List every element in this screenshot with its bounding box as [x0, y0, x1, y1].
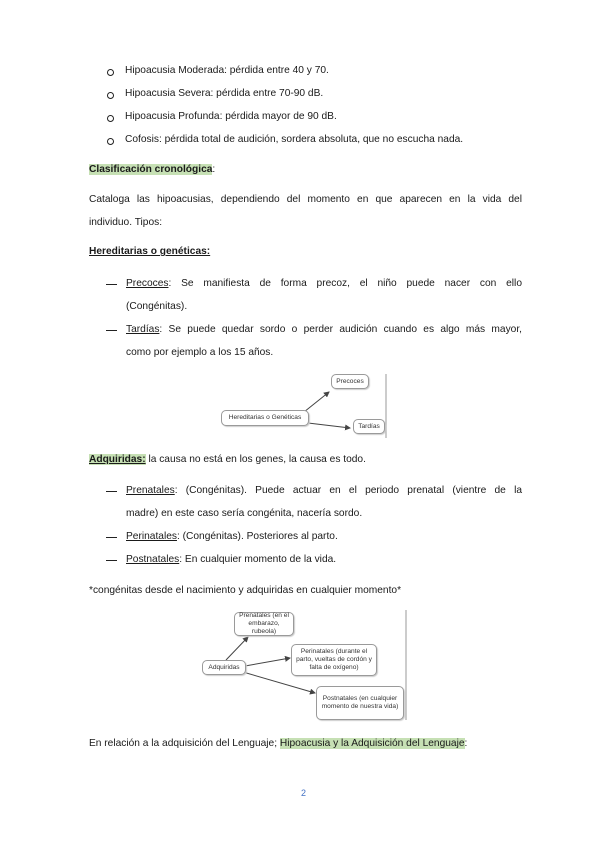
- list-item: Hipoacusia Severa: pérdida entre 70-90 dB.: [125, 88, 324, 99]
- diagram-node-postnatales: Postnatales (en cualquier momento de nuestra vida): [316, 686, 404, 720]
- diagram-node-prenatales: Prenatales (en el embarazo, rubeola): [234, 612, 294, 636]
- list-item: Cofosis: pérdida total de audición, sordera absoluta, que no escucha nada.: [125, 134, 464, 145]
- intro-line: individuo. Tipos:: [89, 217, 163, 228]
- note: *congénitas desde el nacimiento y adquiridas en cualquier momento*: [89, 585, 402, 596]
- dash-bullet-icon: [106, 330, 117, 331]
- description: : (Congénitas). Puede actuar en el periodo prenatal (vientre de la: [174, 485, 522, 496]
- circle-bullet-icon: [107, 92, 114, 99]
- page-number: 2: [301, 788, 307, 798]
- circle-bullet-icon: [107, 138, 114, 145]
- list-item: Hipoacusia Profunda: pérdida mayor de 90 dB.: [125, 111, 337, 122]
- subsection-heading-hereditarias: Hereditarias o genéticas:: [89, 246, 211, 257]
- heading-text: Clasificación cronológica: [89, 164, 213, 175]
- closing-line: [89, 738, 467, 749]
- description: la causa no está en los genes, la causa es todo.: [145, 454, 366, 465]
- list-item: [126, 531, 338, 542]
- list-item-continuation: como por ejemplo a los 15 años.: [126, 347, 274, 358]
- list-item: [126, 485, 522, 496]
- diagram-node-precoces: Precoces: [331, 374, 369, 389]
- section-heading-chrono: [89, 164, 215, 175]
- list-item: Hipoacusia Moderada: pérdida entre 40 y 70.: [125, 65, 329, 76]
- adquiridas-diagram: [198, 608, 410, 724]
- list-item-continuation: madre) en este caso sería congénita, nacería sordo.: [126, 508, 363, 519]
- diagram-node-root: Hereditarias o Genéticas: [221, 410, 309, 426]
- description: : En cualquier momento de la vida.: [179, 554, 337, 565]
- dash-bullet-icon: [106, 491, 117, 492]
- diagram-node-root: Adquiridas: [202, 660, 246, 675]
- list-item: [126, 324, 522, 335]
- term: Tardías: [126, 324, 160, 335]
- description: : Se puede quedar sordo o perder audición cuando es algo más mayor,: [159, 324, 522, 335]
- closing-text: En relación a la adquisición del Lenguaje;: [89, 738, 280, 749]
- list-item: [126, 554, 336, 565]
- description: : Se manifiesta de forma precoz, el niño puede nacer con ello: [168, 278, 522, 289]
- dash-bullet-icon: [106, 284, 117, 285]
- term: Postnatales: [126, 554, 180, 565]
- hereditarias-diagram: [196, 370, 390, 440]
- closing-colon: :: [464, 738, 468, 749]
- circle-bullet-icon: [107, 115, 114, 122]
- highlighted-title: Hipoacusia y la Adquisición del Lenguaje: [279, 738, 465, 749]
- list-item: [126, 278, 522, 289]
- dash-bullet-icon: [106, 537, 117, 538]
- term: Prenatales: [126, 485, 175, 496]
- diagram-node-tardias: Tardías: [353, 419, 385, 434]
- circle-bullet-icon: [107, 69, 114, 76]
- term: Adquiridas:: [89, 454, 146, 465]
- intro-line: Cataloga las hipoacusias, dependiendo del momento en que aparecen en la vida del: [89, 194, 522, 205]
- description: : (Congénitas). Posteriores al parto.: [176, 531, 338, 542]
- term: Precoces: [126, 278, 169, 289]
- list-item-continuation: (Congénitas).: [126, 301, 188, 312]
- term: Perinatales: [126, 531, 177, 542]
- adquiridas-definition: [89, 454, 366, 465]
- heading-colon: :: [212, 164, 216, 175]
- diagram-node-perinatales: Perinatales (durante el parto, vueltas de cordón y falta de oxígeno): [291, 644, 377, 676]
- dash-bullet-icon: [106, 560, 117, 561]
